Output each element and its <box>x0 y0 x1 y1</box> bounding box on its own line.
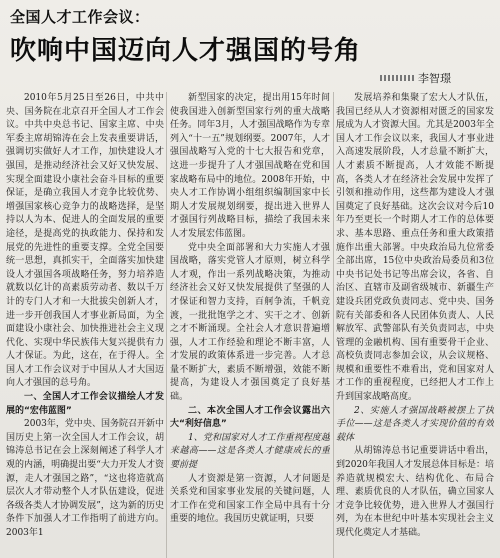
column-divider <box>166 92 167 558</box>
byline-ornament <box>380 75 414 81</box>
sub-heading: 2、实施人才强国战略被摆上了执手位——这是各类人才实现价值的有效载体 <box>336 405 494 443</box>
byline <box>380 67 492 89</box>
body-paragraph: 新型国家的决定，提出用15年时间使我国进入创新型国家行列的重大战略任务。同年3月，人才强国战略作为专章列入“十一五”规划纲要。2007年，人才强国战略写入党的十七大报告和党章，这进一步提升了人才强国战略在党和国家战略布局中的地位。2008年开始，中央人才工作协调小组组织编制国家中长期人才发展规划纲要，提出进入世界人才强国行列战略目标，描绘了我国未来人才发展宏伟蓝图。 <box>170 93 330 239</box>
body-paragraph: 人才资源是第一资源，人才问题是关系党和国家事业发展的关键问题，人才工作在党和国家工作全局中具有十分重要的地位。我国历史就证明，只要 <box>170 473 330 525</box>
body-paragraph: 从胡锦涛总书记重要讲话中看出，到2020年我国人才发展总体目标是：培养造就规模宏大、结构优化、布局合理、素质优良的人才队伍，确立国家人才竞争比较优势，进入世界人才强国行列，为在本世纪中叶基本实现社会主义现代化奠定人才基础。 <box>336 446 494 538</box>
body-paragraph: 2003年，党中央、国务院召开新中国历史上第一次全国人才工作会议，胡锦涛总书记在会上深刻阐述了科学人才观的内涵，明确提出要“大力开发人才资源，走人才强国之路”，“这也将造就高层次人才带动整个人才队伍建设，促进各级各类人才协调发展”，这为新的历史条件下加强人才工作指明了前进方向。2003年1 <box>6 419 164 538</box>
body-paragraph: 发展培养和集聚了宏大人才队伍，我国已经从人才资源相对匮乏的国家发展成为人才资源大国。尤其是2003年全国人才工作会议以来，我国人才事业进入高速发展阶段，人才总量不断扩大，人才素质不断提高，人才效能不断提高，各类人才在经济社会发展中发挥了引领和推动作用，这些都为建设人才强国奠定了良好基础。这次会议对今后10年乃至更长一个时期人才工作的总体要求、基本思路、重点任务和重大政策措施作出重大部署。中央政治局九位常委全部出席，15位中央政治局委员和3位中央书记处书记等出席会议，各省、自治区、直辖市及副省级城市、新疆生产建设兵团党政负责同志、党中央、国务院有关部委和各人民团体负责人、人民解放军、武警部队有关负责同志，中央管理的金融机构、国有重要骨干企业、高校负责同志参加会议，从会议规格、规模和重要性不难看出，党和国家对人才工作的重视程度，已经把人才工作上升到国家战略高度。 <box>336 93 494 403</box>
article-headline: 吹响中国迈向人才强国的号角 <box>10 36 362 66</box>
column-2 <box>170 92 330 558</box>
body-paragraph: 2010年5月25日至26日，中共中央、国务院在北京召开全国人才工作会议。中共中央总书记、国家主席、中央军委主席胡锦涛在会上发表重要讲话，强调切实做好人才工作，加快建设人才强国，是推动经济社会又好又快发展、实现全面建设小康社会奋斗目标的重要保证，是确立我国人才竞争比较优势、增强国家核心竞争力的战略选择，是坚持以人为本、促进人的全面发展的重要途径，是提高党的执政能力、保持和发展党的先进性的重要支撑。全党全国要统一思想，真抓实干，全面落实加快建设人才强国各项战略任务，努力培养造就数以亿计的高素质劳动者、数以千万计的专门人才和一大批拔尖创新人才，进一步开创我国人才事业新局面，为全面建设小康社会、加快推进社会主义现代化、实现中华民族伟大复兴提供有力人才保证。为此，这在，在于得人。全国人才工作会议对于中国从人才大国迈向人才强国的总号角。 <box>6 93 164 389</box>
column-divider <box>333 92 334 558</box>
section-heading: 一、全国人才工作会议描绘人才发展的“宏伟蓝图” <box>6 392 164 416</box>
section-heading: 二、本次全国人才工作会议露出六大“利好信息” <box>170 405 330 430</box>
sub-heading: 1、党和国家对人才工作重视程度越来越高——这是各类人才健康成长的重要前提 <box>170 432 330 471</box>
body-paragraph: 党中央全面部署和大力实施人才强国战略，落实党管人才原则，树立科学人才观，作出一系列战略决策，为推动经济社会又好又快发展提供了坚强的人才保证和智力支持，百舸争流，千帆竞渡，一批批饱学之才、实干之才、创新之才不断涌现。全社会人才意识普遍增强，人才工作经验和理论不断丰富，人才发展的政策体系进一步完善。人才总量不断扩大，素质不断增强，效能不断提高，为建设人才强国奠定了良好基础。 <box>170 242 330 403</box>
column-3 <box>336 92 494 558</box>
article-kicker: 全国人才工作会议： <box>10 8 150 26</box>
author-name: 李智璟 <box>418 72 451 85</box>
column-1 <box>6 92 164 558</box>
